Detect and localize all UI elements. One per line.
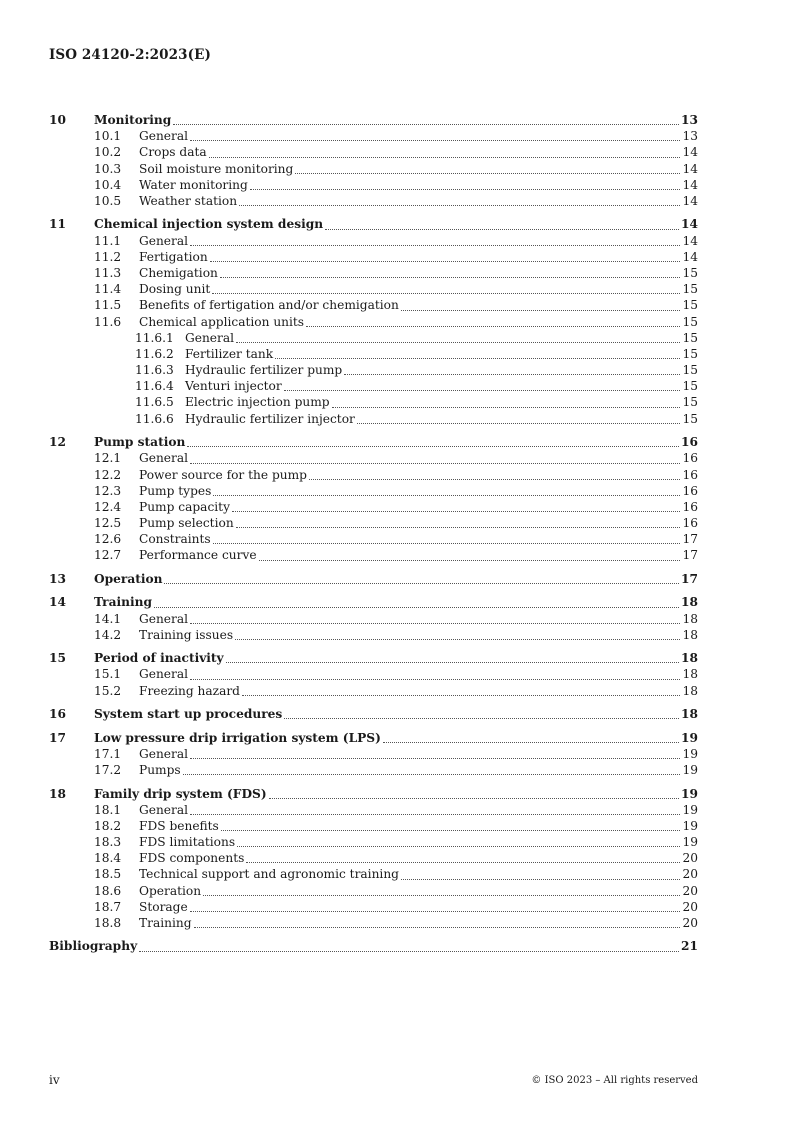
toc-entry-page: 18 <box>682 683 698 698</box>
dot-leader <box>269 797 679 799</box>
toc-entry[interactable] <box>49 467 698 483</box>
toc-entry-page: 19 <box>681 730 698 745</box>
toc-entry[interactable] <box>49 161 698 177</box>
toc-entry-number: 18 <box>49 786 66 801</box>
dot-leader <box>295 172 680 174</box>
page-number: iv <box>49 1073 60 1087</box>
toc-entry-number: 11.6.1 <box>135 330 174 345</box>
toc-entry[interactable] <box>49 611 698 627</box>
toc-entry-title: Chemical application units <box>139 314 305 329</box>
toc-entry[interactable] <box>49 515 698 531</box>
toc-entry-title: Venturi injector <box>185 379 282 394</box>
toc-entry-page: 16 <box>682 499 698 514</box>
dot-leader <box>239 204 680 206</box>
dot-leader <box>187 445 679 447</box>
toc-entry[interactable] <box>49 762 698 778</box>
toc-entry-title: Pump types <box>139 483 212 498</box>
dot-leader <box>190 757 680 759</box>
toc-entry-number: 14.1 <box>94 611 122 626</box>
dot-leader <box>236 341 680 343</box>
dot-leader <box>213 494 680 496</box>
toc-entry-number: 16 <box>49 707 66 722</box>
toc-entry-title: System start up procedures <box>94 707 283 722</box>
dot-leader <box>190 139 680 141</box>
toc-entry-title: Performance curve <box>139 548 257 563</box>
dot-leader <box>190 462 680 464</box>
dot-leader <box>332 406 681 408</box>
toc-entry[interactable] <box>49 850 698 866</box>
toc-entry-title: Family drip system (FDS) <box>94 786 267 801</box>
toc-entry-number: 18.4 <box>94 851 122 866</box>
toc-entry-page: 13 <box>682 129 698 144</box>
toc-entry-number: 13 <box>49 571 66 586</box>
toc-entry-number: 10.5 <box>94 193 122 208</box>
toc-entry-page: 16 <box>681 435 698 450</box>
toc-entry[interactable] <box>49 594 698 610</box>
toc-entry-title: Pump station <box>94 435 186 450</box>
toc-entry[interactable] <box>49 394 698 410</box>
toc-entry-title: General <box>139 611 188 626</box>
toc-entry[interactable] <box>49 362 698 378</box>
toc-entry-page: 18 <box>681 595 698 610</box>
toc-entry-page: 13 <box>681 113 698 127</box>
toc-entry[interactable] <box>49 177 698 193</box>
toc-entry-title: Monitoring <box>94 113 172 127</box>
toc-entry[interactable] <box>49 531 698 547</box>
toc-entry-title: Fertigation <box>139 249 208 264</box>
dot-leader <box>401 878 681 880</box>
dot-leader <box>220 276 681 278</box>
toc-entry-title: Benefits of fertigation and/or chemigation <box>139 298 399 313</box>
toc-entry-title: Pump selection <box>139 516 234 531</box>
toc-entry[interactable] <box>49 802 698 818</box>
toc-entry-page: 19 <box>682 763 698 778</box>
toc-entry-page: 14 <box>682 145 698 160</box>
dot-leader <box>235 638 680 640</box>
toc-entry[interactable] <box>49 434 698 450</box>
toc-entry-title: Fertilizer tank <box>185 346 274 361</box>
toc-entry-number: 10.2 <box>94 145 122 160</box>
toc-entry-number: 11.6.3 <box>135 363 174 378</box>
toc-entry-number: 12.3 <box>94 483 122 498</box>
toc-entry-page: 18 <box>681 707 698 722</box>
toc-entry-page: 17 <box>682 548 698 563</box>
toc-entry[interactable] <box>49 650 698 666</box>
toc-entry-number: 17.1 <box>94 746 122 761</box>
toc-entry[interactable] <box>49 144 698 160</box>
toc-entry-number: 11.4 <box>94 282 122 297</box>
toc-entry-title: Pump capacity <box>139 499 230 514</box>
toc-entry-page: 14 <box>682 233 698 248</box>
toc-entry-title: Technical support and agronomic training <box>139 867 399 882</box>
dot-leader <box>309 478 681 480</box>
toc-entry-number: 11.6.6 <box>135 411 174 426</box>
toc-entry-page: 15 <box>682 395 698 410</box>
toc-entry-number: 18.3 <box>94 835 122 850</box>
toc-entry-title: Operation <box>94 571 163 586</box>
toc-entry-title: Hydraulic fertilizer injector <box>185 411 355 426</box>
dot-leader <box>203 894 680 896</box>
toc-entry-page: 19 <box>681 786 698 801</box>
toc-entry[interactable] <box>49 378 698 394</box>
toc-entry-title: Bibliography <box>49 939 138 954</box>
dot-leader <box>401 309 681 311</box>
toc-entry-page: 17 <box>681 571 698 586</box>
toc-entry-title: Electric injection pump <box>185 395 330 410</box>
dot-leader <box>250 188 681 190</box>
toc-entry-page: 15 <box>682 265 698 280</box>
toc-entry[interactable] <box>49 899 698 915</box>
document-id: ISO 24120-2:2023(E) <box>49 47 212 63</box>
toc-entry[interactable] <box>49 915 698 931</box>
toc-entry-title: FDS limitations <box>139 835 236 850</box>
dot-leader <box>306 325 680 327</box>
toc-entry-title: Training issues <box>139 627 234 642</box>
toc-entry-number: 14.2 <box>94 627 122 642</box>
toc-entry[interactable] <box>49 112 698 128</box>
toc-entry-page: 16 <box>682 483 698 498</box>
toc-entry-page: 15 <box>682 346 698 361</box>
dot-leader <box>183 773 681 775</box>
dot-leader <box>173 123 679 125</box>
dot-leader <box>226 661 679 663</box>
toc-entry[interactable] <box>49 128 698 144</box>
toc-entry-number: 11.6.5 <box>135 395 174 410</box>
toc-entry-page: 20 <box>682 867 698 882</box>
toc-entry-title: FDS components <box>139 851 245 866</box>
dot-leader <box>236 526 681 528</box>
toc-entry[interactable] <box>49 938 698 954</box>
toc-entry-title: Pumps <box>139 763 181 778</box>
toc-entry[interactable] <box>49 706 698 722</box>
dot-leader <box>284 717 679 719</box>
toc-entry-page: 18 <box>682 611 698 626</box>
toc-entry-number: 18.5 <box>94 867 122 882</box>
dot-leader <box>212 292 680 294</box>
toc-entry[interactable] <box>49 265 698 281</box>
toc-entry[interactable] <box>49 571 698 587</box>
toc-entry-number: 10.1 <box>94 129 122 144</box>
toc-entry-page: 16 <box>682 467 698 482</box>
dot-leader <box>190 910 681 912</box>
toc-entry[interactable] <box>49 193 698 209</box>
toc-entry-number: 15.1 <box>94 667 122 682</box>
dot-leader <box>194 926 681 928</box>
dot-leader <box>259 559 681 561</box>
dot-leader <box>221 829 681 831</box>
dot-leader <box>190 813 680 815</box>
toc-entry-number: 10 <box>49 113 66 127</box>
dot-leader <box>242 694 681 696</box>
dot-leader <box>344 373 680 375</box>
toc-entry-page: 14 <box>682 161 698 176</box>
toc-entry-page: 19 <box>682 835 698 850</box>
copyright-notice: © ISO 2023 – All rights reserved <box>531 1075 698 1086</box>
toc-entry-number: 17 <box>49 730 66 745</box>
toc-entry[interactable] <box>49 346 698 362</box>
toc-entry[interactable] <box>49 730 698 746</box>
toc-entry-number: 11.6.4 <box>135 379 174 394</box>
toc-entry-title: General <box>139 129 188 144</box>
toc-entry-page: 16 <box>682 451 698 466</box>
toc-entry-title: Crops data <box>139 145 207 160</box>
toc-entry-page: 14 <box>682 177 698 192</box>
dot-leader <box>190 678 680 680</box>
toc-entry[interactable] <box>49 249 698 265</box>
toc-entry-page: 14 <box>682 249 698 264</box>
toc-entry-page: 14 <box>681 217 698 232</box>
dot-leader <box>275 357 680 359</box>
toc-entry-number: 15 <box>49 651 66 666</box>
toc-entry-number: 17.2 <box>94 763 122 778</box>
toc-entry[interactable] <box>49 314 698 330</box>
toc-entry-title: Dosing unit <box>139 282 211 297</box>
toc-entry[interactable] <box>49 627 698 643</box>
toc-entry[interactable] <box>49 297 698 313</box>
toc-entry-page: 18 <box>682 627 698 642</box>
dot-leader <box>237 845 680 847</box>
toc-entry-number: 12.7 <box>94 548 122 563</box>
dot-leader <box>246 861 680 863</box>
toc-entry-title: Constraints <box>139 532 211 547</box>
toc-entry-number: 11.1 <box>94 233 122 248</box>
toc-entry-page: 19 <box>682 818 698 833</box>
toc-entry-number: 15.2 <box>94 683 122 698</box>
toc-entry-title: Low pressure drip irrigation system (LPS) <box>94 730 381 745</box>
toc-entry-page: 15 <box>682 379 698 394</box>
toc-entry-number: 18.8 <box>94 916 122 930</box>
toc-entry[interactable] <box>49 866 698 882</box>
toc-entry-number: 12.2 <box>94 467 122 482</box>
toc-entry-title: Hydraulic fertilizer pump <box>185 363 343 378</box>
toc-entry-page: 15 <box>682 330 698 345</box>
toc-entry-number: 12.6 <box>94 532 122 547</box>
toc-entry-title: Storage <box>139 899 188 914</box>
toc-entry-number: 12.4 <box>94 499 122 514</box>
toc-entry[interactable] <box>49 834 698 850</box>
dot-leader <box>213 542 681 544</box>
dot-leader <box>325 228 679 230</box>
toc-entry-title: Training <box>139 916 192 930</box>
toc-entry-title: Chemical injection system design <box>94 217 324 232</box>
toc-entry-title: Power source for the pump <box>139 467 307 482</box>
toc-entry-page: 18 <box>681 651 698 666</box>
toc-entry-page: 20 <box>682 883 698 898</box>
dot-leader <box>154 606 679 608</box>
dot-leader <box>383 741 679 743</box>
toc-entry[interactable] <box>49 786 698 802</box>
toc-entry-page: 15 <box>682 282 698 297</box>
toc-entry[interactable] <box>49 883 698 899</box>
toc-entry[interactable] <box>49 746 698 762</box>
toc-entry-number: 12 <box>49 435 66 450</box>
toc-entry-number: 12.1 <box>94 451 122 466</box>
toc-entry-title: General <box>185 330 234 345</box>
toc-entry[interactable] <box>49 547 698 563</box>
toc-entry-page: 16 <box>682 516 698 531</box>
toc-entry-number: 11.6.2 <box>135 346 174 361</box>
toc-entry[interactable] <box>49 450 698 466</box>
toc-entry-page: 19 <box>682 802 698 817</box>
toc-entry-number: 12.5 <box>94 516 122 531</box>
toc-entry-title: General <box>139 746 188 761</box>
toc-entry[interactable] <box>49 499 698 515</box>
toc-entry-page: 14 <box>682 193 698 208</box>
toc-entry-page: 20 <box>682 899 698 914</box>
toc-entry-number: 10.4 <box>94 177 122 192</box>
toc-entry-page: 20 <box>682 916 698 930</box>
dot-leader <box>232 510 681 512</box>
toc-entry-number: 11.3 <box>94 265 122 280</box>
toc-entry-title: Weather station <box>139 193 238 208</box>
toc-entry-number: 14 <box>49 595 66 610</box>
toc-entry[interactable] <box>49 281 698 297</box>
toc-entry[interactable] <box>49 818 698 834</box>
toc-entry-number: 18.2 <box>94 818 122 833</box>
toc-entry-page: 15 <box>682 363 698 378</box>
toc-entry-title: General <box>139 802 188 817</box>
toc-entry-page: 17 <box>682 532 698 547</box>
toc-entry-title: Period of inactivity <box>94 651 224 666</box>
toc-entry-title: Operation <box>139 883 202 898</box>
toc-entry-page: 18 <box>682 667 698 682</box>
toc-entry-title: General <box>139 233 188 248</box>
toc-entry-page: 20 <box>682 851 698 866</box>
dot-leader <box>139 950 679 952</box>
dot-leader <box>210 260 681 262</box>
dot-leader <box>190 622 680 624</box>
toc-entry[interactable] <box>49 411 698 427</box>
toc-entry-title: General <box>139 451 188 466</box>
toc-entry-title: General <box>139 667 188 682</box>
toc-entry-number: 11 <box>49 217 66 232</box>
toc-entry[interactable] <box>49 483 698 499</box>
toc-entry-title: Water monitoring <box>139 177 248 192</box>
dot-leader <box>164 582 679 584</box>
toc-entry-number: 11.2 <box>94 249 122 264</box>
toc-entry-title: Chemigation <box>139 265 218 280</box>
dot-leader <box>209 156 681 158</box>
toc-entry-number: 10.3 <box>94 161 122 176</box>
toc-entry-number: 11.6 <box>94 314 122 329</box>
toc-entry[interactable] <box>49 233 698 249</box>
toc-entry-number: 18.6 <box>94 883 122 898</box>
toc-entry-number: 18.7 <box>94 899 122 914</box>
table-of-contents <box>49 112 698 955</box>
toc-entry-page: 15 <box>682 411 698 426</box>
toc-entry-page: 21 <box>681 939 698 954</box>
dot-leader <box>357 422 681 424</box>
toc-entry-number: 11.5 <box>94 298 122 313</box>
toc-entry-title: Soil moisture monitoring <box>139 161 294 176</box>
toc-entry[interactable] <box>49 683 698 699</box>
toc-entry[interactable] <box>49 666 698 682</box>
dot-leader <box>190 244 680 246</box>
toc-entry-page: 15 <box>682 314 698 329</box>
dot-leader <box>284 389 681 391</box>
toc-entry-title: Freezing hazard <box>139 683 240 698</box>
toc-entry-number: 18.1 <box>94 802 122 817</box>
toc-entry-title: Training <box>94 595 153 610</box>
toc-entry-title: FDS benefits <box>139 818 219 833</box>
toc-entry[interactable] <box>49 330 698 346</box>
toc-entry-page: 15 <box>682 298 698 313</box>
toc-entry[interactable] <box>49 216 698 232</box>
toc-entry-page: 19 <box>682 746 698 761</box>
